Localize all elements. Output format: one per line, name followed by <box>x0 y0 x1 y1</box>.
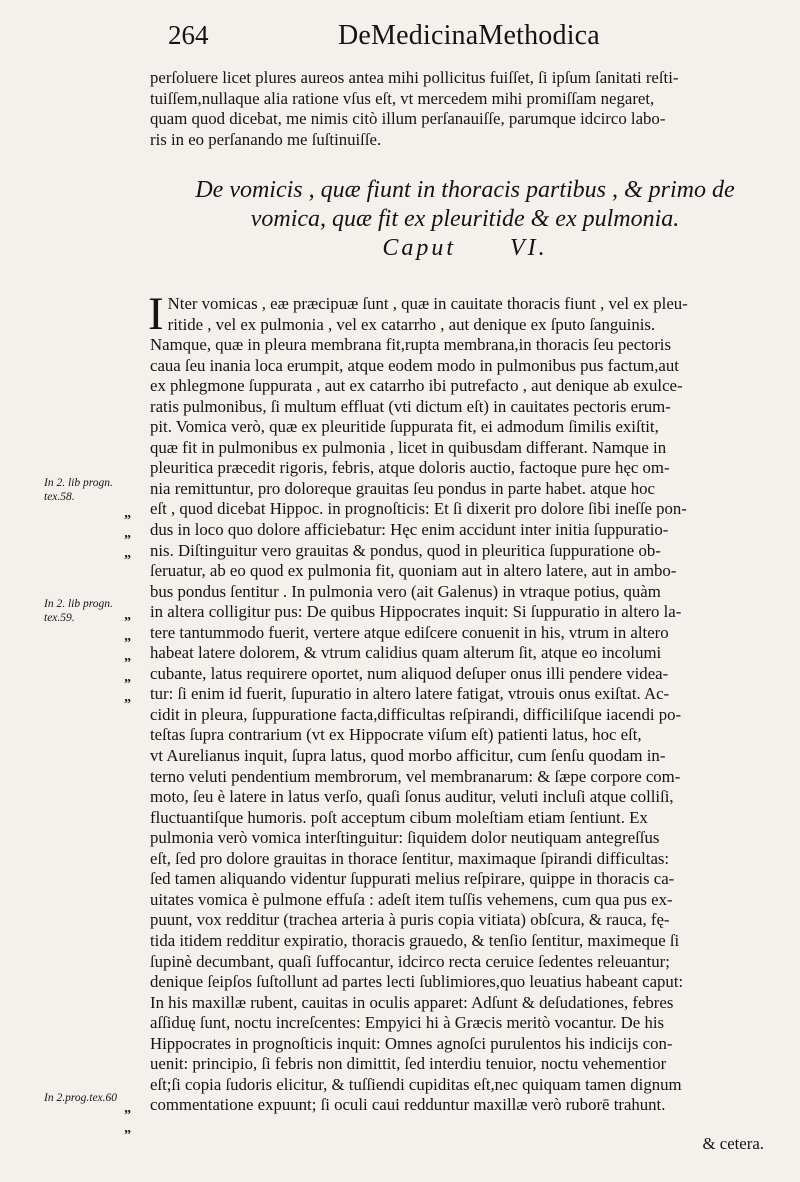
text-line: cidit in pleura, ſuppuratione facta,difficultas reſpirandi, difficiliſque iacendi po- <box>150 704 682 724</box>
text-line: ratis pulmonibus, ſi multum effluat (vti dictum eſt) in cauitates pectoris erum- <box>150 396 671 416</box>
quotation-marker: ” <box>124 636 131 651</box>
drop-cap: I <box>148 288 164 340</box>
text-line: eſt, ſed pro dolore grauitas in thorace ſentitur, maximaque ſpirandi difficultas: <box>150 848 670 868</box>
margin-note <box>44 476 113 504</box>
text-line: fluctuantiſque humoris. poſt acceptum cibum moleſtiam etiam ſentiunt. Ex <box>150 807 648 827</box>
quotation-marker: ” <box>124 513 131 528</box>
text-line: uenit: principio, ſi febris non dimittit, ſed interdiu tenuior, noctu vehementior <box>150 1054 667 1074</box>
intro-paragraph <box>150 68 780 150</box>
margin-note-text: tex.59. <box>44 612 75 624</box>
text-line: teſtas ſupra contrarium (vt ex Hippocrate viſum eſt) patienti latus, hoc eſt, <box>150 725 642 745</box>
text-line: ſupinè decumbant, quaſi ſuffocantur, idcirco recta ceruice ſedentes releuantur; <box>150 951 670 971</box>
quotation-marker: ” <box>124 1128 131 1143</box>
text-line: nis. Diſtinguitur vero grauitas & pondus, quod in pleuritica ſuppuratione ob- <box>150 540 661 560</box>
text-line: moto, ſeu è latere in latus verſo, quaſi ſonus auditur, veluti incluſi atque colliſi, <box>150 787 674 807</box>
text-line: bus pondus ſentitur . In pulmonia vero (ait Galenus) in vtraque potius, quàm <box>150 581 661 601</box>
quotation-marker: ” <box>124 697 131 712</box>
chapter-body <box>148 288 780 1116</box>
text-line: eſt , quod dicebat Hippoc. in prognoſticis: Et ſi dixerit pro dolore ſibi ineſſe pon- <box>150 499 687 519</box>
text-line: quam quod dicebat, me nimis citò illum perſanauiſſe, parumque idcirco labo- <box>150 109 666 129</box>
text-line: tuiſſem,nullaque alia ratione vſus eſt, vt mercedem mihi promiſſam negaret, <box>150 88 655 108</box>
chapter-title-line: vomica, quæ fit ex pleuritide & ex pulmonia. <box>250 206 680 232</box>
catchword: & cetera. <box>702 1134 764 1153</box>
quotation-marker: ” <box>124 656 131 671</box>
text-line: ex phlegmone ſuppurata , aut ex catarrho ibi putrefacto , aut denique ab exulce- <box>150 376 683 396</box>
running-title: DeMedicinaMethodica <box>338 20 600 51</box>
quotation-marker: ” <box>124 677 131 692</box>
page-number: 264 <box>168 20 209 50</box>
text-line: denique ſeipſos ſuſtollunt ad partes lecti ſublimiores,quo leuatius habeant caput: <box>150 972 684 992</box>
text-line: perſoluere licet plures aureos antea mihi pollicitus fuiſſet, ſi ipſum ſanitati reſti- <box>150 68 679 87</box>
text-line: commentatione expuunt; ſi oculi caui redduntur maxillæ verò ruborē trahunt. <box>150 1095 666 1115</box>
margin-note-ref: In 2.prog.tex.60 <box>44 1092 118 1104</box>
text-line: in altera colligitur pus: De quibus Hippocrates inquit: Si ſuppuratio in altero la- <box>150 602 682 622</box>
text-line: habeat latere dolorem, & vtrum calidius quam alterum ſit, atque eo incolumi <box>150 643 662 663</box>
text-line: uitates vomica è pulmone effuſa : adeſt item tuſſis vehemens, cum qua pus ex- <box>150 889 673 909</box>
margin-note <box>44 597 113 625</box>
margin-note <box>44 1091 117 1105</box>
text-line: ſed tamen aliquando videntur ſuppurati melius reſpirare, quippe in thoracis ca- <box>150 869 675 889</box>
margin-note-ref: In 2. lib progn. <box>44 477 113 489</box>
quotation-marker: ” <box>124 1108 131 1123</box>
text-line: ritide , vel ex pulmonia , vel ex catarrho , aut denique ex ſputo ſanguinis. <box>167 314 656 334</box>
text-line: tida itidem redditur expiratio, thoracis grauedo, & tenſio ſentitur, maximeque ſi <box>150 930 680 950</box>
text-line: ris in eo perſanando me ſuſtinuiſſe. <box>150 129 382 149</box>
text-line: cubante, latus requirere oportet, num aliquod deſuper onus illi pendere videa- <box>150 663 669 683</box>
text-line: pit. Vomica verò, quæ ex pleuritide ſuppurata fit, ei admodum ſimilis exiſtit, <box>150 417 659 437</box>
chapter-number <box>150 234 780 263</box>
text-line: pleuritica præcedit rigoris, febris, atque doloris auctio, factoque pure hęc om- <box>150 458 670 478</box>
text-line: Nter vomicas , eæ præcipuæ ſunt , quæ in cauitate thoracis fiunt , vel ex pleu- <box>167 294 688 313</box>
margin-note-ref: In 2. lib progn. <box>44 598 113 610</box>
text-line: puunt, vox redditur (trachea arteria à puris copia vitiata) obſcura, & rauca, fę- <box>150 910 670 930</box>
text-line: caua ſeu inania loca erumpit, atque eodem modo in pulmonibus pus factum,aut <box>150 355 679 375</box>
margin-note-text: tex.58. <box>44 491 75 503</box>
text-line: dus in loco quo dolore afficiebatur: Hęc enim accidunt inter initia ſuppuratio- <box>150 520 669 540</box>
chapter-title-line: De vomicis , quæ fiunt in thoracis partibus , & primo de <box>195 177 735 203</box>
text-line: Namque, quæ in pleura membrana fit,rupta membrana,in thoracis ſeu pectoris <box>150 335 671 355</box>
chapter-heading <box>150 176 780 263</box>
text-line: quæ fit in pulmonibus ex pulmonia , licet in quibusdam differant. Namque in <box>150 437 667 457</box>
text-line: tur: ſi enim id fuerit, ſupuratio in altero latere fatigat, vtrouis onus exiſtat. Ac- <box>150 684 670 704</box>
quotation-marker: ” <box>124 615 131 630</box>
text-line: eſt;ſi copia ſudoris elicitur, & tuſſiendi cupiditas eſt,nec quiquam tamen dignum <box>150 1074 682 1094</box>
text-line: tere tantummodo fuerit, vertere atque ediſcere conuenit in his, vtrum in altero <box>150 622 669 642</box>
quotation-marker: ” <box>124 553 131 568</box>
text-line: vt Aurelianus inquit, ſupra latus, quod morbo afficitur, cum ſenſu quodam in- <box>150 746 666 766</box>
page-header <box>150 18 780 58</box>
text-line: Hippocrates in prognoſticis inquit: Omnes agnoſci purulentos his indicijs con- <box>150 1033 673 1053</box>
text-line: ſeruatur, ab eo quod ex pulmonia fit, quoniam aut in altero latere, aut in ambo- <box>150 561 677 581</box>
text-line: nia remittuntur, pro doloreque grauitas ſeu pondus in parte habet. atque hoc <box>150 478 655 498</box>
caput-label: Caput <box>382 235 457 261</box>
quotation-marker: ” <box>124 533 131 548</box>
caput-number: VI. <box>510 235 548 261</box>
text-line: In his maxillæ rubent, cauitas in oculis apparet: Adſunt & deſudationes, febres <box>150 992 674 1012</box>
text-line: aſſiduę ſunt, noctu increſcentes: Empyici hi à Græcis meritò vocantur. De his <box>150 1013 665 1033</box>
text-line: pulmonia verò vomica interſtinguitur: ſiquidem dolor neutiquam antegreſſus <box>150 828 660 848</box>
text-line: terno veluti pendentium membrorum, vel membranarum: & ſæpe corpore com- <box>150 766 681 786</box>
